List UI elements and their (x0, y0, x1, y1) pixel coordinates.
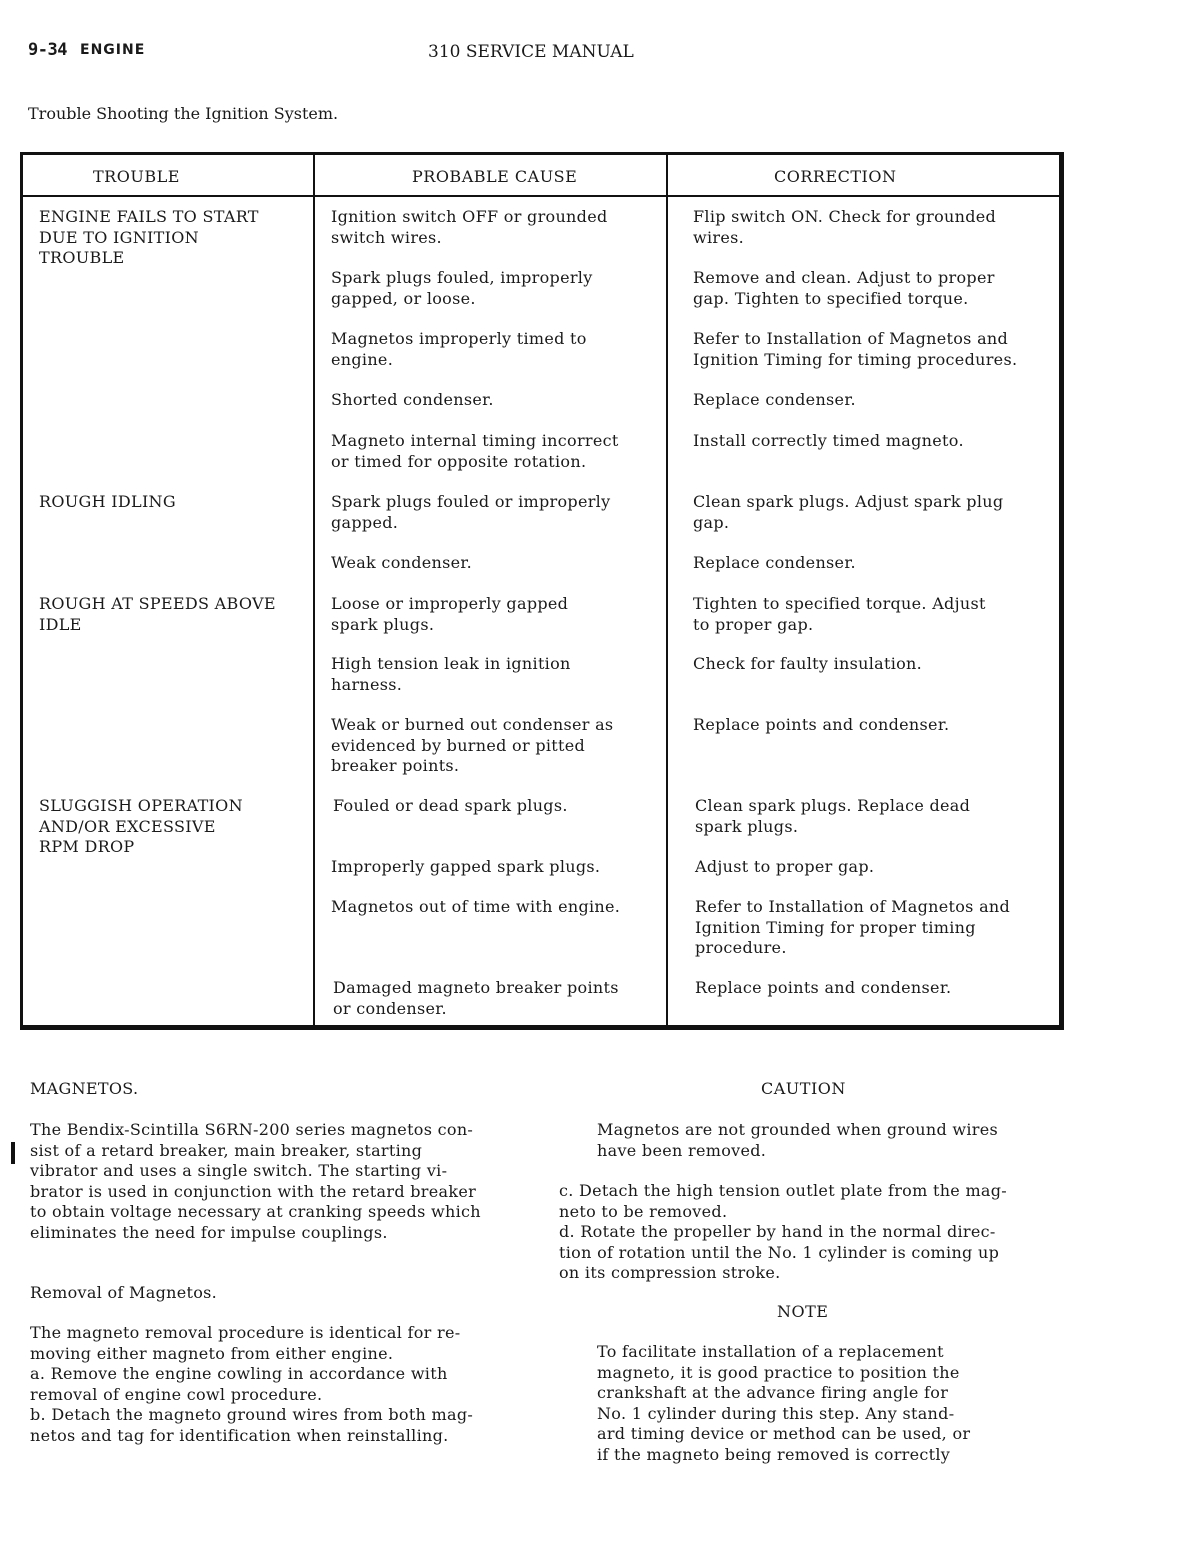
column-divider (666, 155, 668, 1025)
trouble-cell: ROUGH AT SPEEDS ABOVE IDLE (39, 594, 276, 634)
table-intro: Trouble Shooting the Ignition System. (28, 104, 339, 123)
header-correction: CORRECTION (774, 167, 897, 186)
correction-cell: Adjust to proper gap. (695, 857, 875, 876)
correction-cell: Replace points and condenser. (693, 715, 950, 734)
cause-cell: Weak condenser. (331, 553, 472, 572)
revision-bar (11, 1142, 15, 1164)
trouble-cell: ROUGH IDLING (39, 492, 176, 511)
cause-cell: Magnetos improperly timed to engine. (331, 329, 587, 369)
correction-cell: Check for faulty insulation. (693, 654, 923, 673)
header-divider (23, 195, 1059, 197)
cause-cell: Magnetos out of time with engine. (331, 897, 621, 916)
cause-cell: Weak or burned out condenser as evidenced by burned or pitted breaker points. (331, 715, 614, 775)
removal-steps: c. Detach the high tension outlet plate from the mag- neto to be removed. d. Rotate the propeller by hand in the normal direc- tion of rotation until the No. 1 cylinder is coming up on its compression stroke. (559, 1181, 1008, 1282)
correction-cell: Refer to Installation of Magnetos and Ignition Timing for proper timing procedure. (695, 897, 1011, 957)
correction-cell: Install correctly timed magneto. (693, 431, 964, 450)
magnetos-paragraph: The Bendix-Scintilla S6RN-200 series magnetos con- sist of a retard breaker, main breaker, starting vibrator and uses a single switch. The starting vi- brator is used in conjunction with the retard breaker to obtain voltage necessary at cranking speeds which eliminates the need for impulse couplings. (30, 1120, 481, 1242)
cause-cell: Ignition switch OFF or grounded switch wires. (331, 207, 608, 247)
correction-cell: Replace condenser. (693, 390, 856, 409)
trouble-cell: SLUGGISH OPERATION AND/OR EXCESSIVE RPM DROP (39, 796, 243, 856)
removal-paragraph: The magneto removal procedure is identical for re- moving either magneto from either engine. a. Remove the engine cowling in accordance with removal of engine cowl procedure. b. Detach the magneto ground wires from both mag- netos and tag for identification when reinstalling. (30, 1323, 474, 1445)
correction-cell: Refer to Installation of Magnetos and Ignition Timing for timing procedures. (693, 329, 1018, 369)
header-trouble: TROUBLE (93, 167, 180, 186)
caution-heading: CAUTION (761, 1079, 846, 1098)
cause-cell: Shorted condenser. (331, 390, 494, 409)
cause-cell: Improperly gapped spark plugs. (331, 857, 601, 876)
section-label: ENGINE (80, 42, 146, 58)
column-divider (313, 155, 315, 1025)
caution-text: Magnetos are not grounded when ground wires have been removed. (597, 1120, 999, 1160)
note-text: To facilitate installation of a replacement magneto, it is good practice to position the crankshaft at the advance firing angle for No. 1 cylinder during this step. Any stand- ard timing device or method can be used, or if the magneto being removed is correctly (597, 1342, 971, 1464)
correction-cell: Replace points and condenser. (695, 978, 952, 997)
cause-cell: High tension leak in ignition harness. (331, 654, 571, 694)
magnetos-heading: MAGNETOS. (30, 1079, 139, 1098)
cause-cell: Spark plugs fouled or improperly gapped. (331, 492, 611, 532)
troubleshooting-table (20, 152, 1064, 1030)
header-probable-cause: PROBABLE CAUSE (412, 167, 578, 186)
correction-cell: Clean spark plugs. Adjust spark plug gap. (693, 492, 1004, 532)
page-number: 9-34 (28, 40, 67, 60)
correction-cell: Tighten to specified torque. Adjust to proper gap. (693, 594, 986, 634)
cause-cell: Damaged magneto breaker points or condenser. (333, 978, 619, 1018)
cause-cell: Loose or improperly gapped spark plugs. (331, 594, 569, 634)
correction-cell: Clean spark plugs. Replace dead spark plugs. (695, 796, 971, 836)
correction-cell: Remove and clean. Adjust to proper gap. Tighten to specified torque. (693, 268, 995, 308)
note-heading: NOTE (777, 1302, 829, 1321)
trouble-cell: ENGINE FAILS TO START DUE TO IGNITION TROUBLE (39, 207, 259, 267)
manual-title: 310 SERVICE MANUAL (428, 42, 634, 62)
correction-cell: Flip switch ON. Check for grounded wires. (693, 207, 997, 247)
removal-heading: Removal of Magnetos. (30, 1283, 218, 1302)
cause-cell: Spark plugs fouled, improperly gapped, or loose. (331, 268, 593, 308)
cause-cell: Magneto internal timing incorrect or timed for opposite rotation. (331, 431, 619, 471)
cause-cell: Fouled or dead spark plugs. (333, 796, 568, 815)
correction-cell: Replace condenser. (693, 553, 856, 572)
